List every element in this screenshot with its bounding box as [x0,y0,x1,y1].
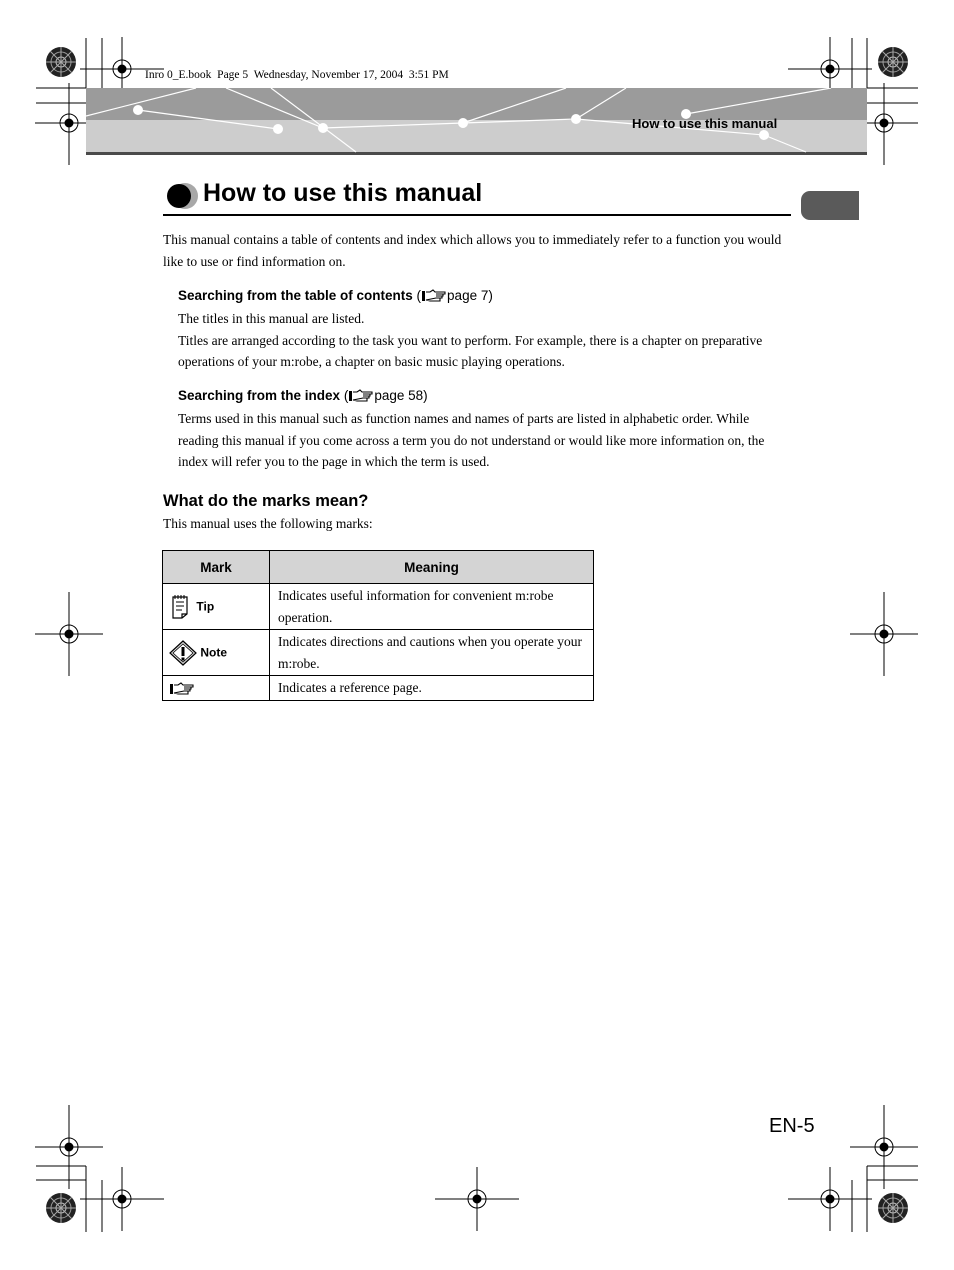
intro-paragraph: This manual contains a table of contents and index which allows you to immediately refer to a function you would like to use or find information on. [163,232,782,269]
toc-search-body [178,308,793,373]
print-slug: Inro 0_E.book Page 5 Wednesday, November 17, 2004 3:51 PM [145,69,449,81]
mark-cell [163,676,270,701]
mark-cell [163,630,270,676]
table-header-row [163,551,594,584]
index-heading-text: Searching from the index [178,388,341,403]
marks-table [162,550,594,701]
toc-ref-page: page 7 [447,288,489,303]
pointing-hand-icon [169,682,195,696]
tip-label: Tip [196,598,215,613]
mark-cell [163,584,270,630]
meaning-cell: Indicates directions and cautions when you operate your m:robe. [270,630,594,676]
toc-search-heading [178,288,493,303]
meaning-cell: Indicates a reference page. [270,676,594,701]
tip-notepad-icon [169,594,193,620]
note-label: Note [200,644,228,659]
header-meaning: Meaning [270,551,594,584]
index-search-body [178,408,793,473]
toc-heading-text: Searching from the table of contents [178,288,413,303]
ref-open: ( [416,288,422,303]
page-number: EN-5 [769,1115,815,1137]
pointing-hand-icon [421,289,447,303]
ref-close: ) [488,288,493,303]
table-row [163,676,594,701]
title-bullet-icon [166,181,200,211]
ref-open: ( [343,388,349,403]
toc-line: The titles in this manual are listed. [178,311,365,326]
ref-close: ) [423,388,428,403]
pointing-hand-icon [348,389,374,403]
running-head: How to use this manual [632,116,778,131]
index-search-heading [178,388,428,403]
toc-line: Titles are arranged according to the task you want to perform. For example, there is a chapter on preparative operations of your m:robe, a chapter on basic music playing operations. [178,332,763,369]
meaning-cell: Indicates useful information for convenient m:robe operation. [270,584,594,630]
note-warning-icon [169,640,197,666]
index-ref-page: page 58 [374,388,424,403]
index-line: Terms used in this manual such as function names and names of parts are listed in alphabetic order. While reading this manual if you come across a term you do not understand or would like more information on, the index will refer you to the page in which the term is used. [178,411,765,469]
table-row [163,630,594,676]
marks-heading: What do the marks mean? [163,492,369,510]
title-rule [163,214,791,216]
marks-intro: This manual uses the following marks: [163,516,373,531]
page-title: How to use this manual [203,179,483,207]
table-row [163,584,594,630]
header-mark: Mark [163,551,270,584]
chapter-tab [801,191,859,220]
